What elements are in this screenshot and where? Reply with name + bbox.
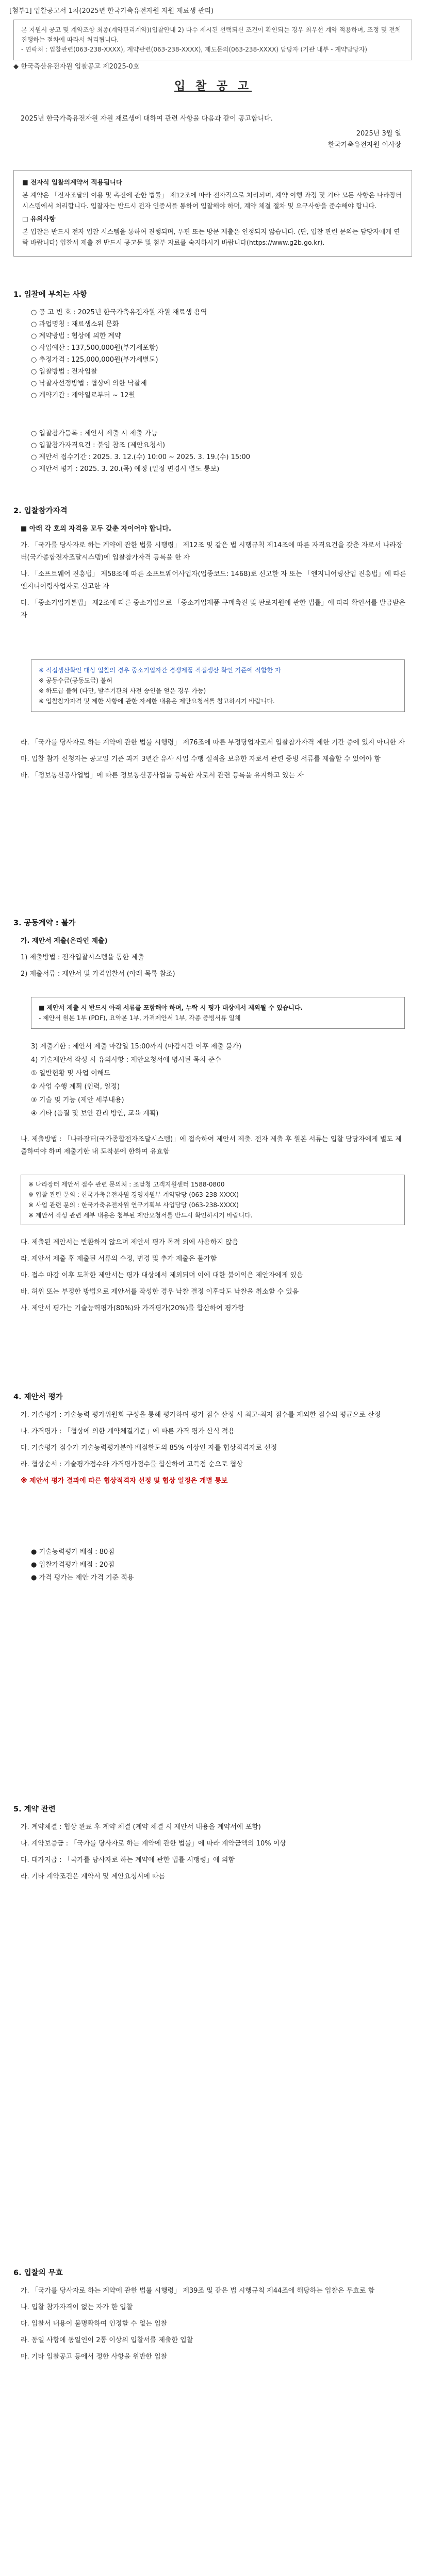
paragraph: 나. 가격평가 : 「협상에 의한 계약체결기준」에 따른 가격 평가 산식 적용 bbox=[21, 1428, 235, 1435]
bullet-item: ● 가격 평가는 제안 가격 기준 적용 bbox=[31, 1574, 134, 1582]
paragraph: 바. 「정보통신공사업법」에 따른 정보통신공사업을 등록한 자로서 관련 등록을 유지하고 있는 자 bbox=[21, 772, 304, 779]
qualification-box bbox=[31, 659, 405, 712]
info-row: ○ 입찰방법 : 전자입찰 bbox=[31, 368, 97, 376]
section-6-body bbox=[21, 2285, 407, 2367]
paragraph: ■ 아래 각 호의 자격을 모두 갖춘 자이어야 합니다. bbox=[21, 525, 172, 533]
top-note: [첨부1] 입찰공고서 1차(2025년 한국가축유전자원 자원 재료생 관리) bbox=[9, 7, 214, 15]
paragraph: 다. 입찰서 내용이 불명확하여 인정할 수 없는 입찰 bbox=[21, 2320, 168, 2328]
bullet-item: ● 입찰가격평가 배점 : 20점 bbox=[31, 1561, 114, 1569]
paragraph: 마. 입찰 참가 신청자는 공고일 기준 과거 3년간 유사 사업 수행 실적을 보유한 자로서 관련 증빙 서류를 제출할 수 있어야 함 bbox=[21, 755, 381, 763]
paragraph: 가. 기술평가 : 기술능력 평가위원회 구성을 통해 평가하며 평가 점수 산정 시 최고·최저 점수를 제외한 점수의 평균으로 산정 bbox=[21, 1411, 381, 1419]
contact-line: ※ 나라장터 제안서 접수 관련 문의처 : 조달청 고객지원센터 1588-0800 bbox=[28, 1181, 225, 1188]
list-item: ④ 기타 (품질 및 보안 관리 방안, 교육 계획) bbox=[31, 1110, 159, 1117]
schedule-row: ○ 제안서 평가 : 2025. 3. 20.(목) 예정 (일정 변경시 별도 통보) bbox=[31, 465, 220, 473]
notice-subheading: □ 유의사항 bbox=[22, 215, 56, 223]
paragraph: 가. 계약체결 : 협상 완료 후 계약 체결 (계약 체결 시 제안서 내용을 계약서에 포함) bbox=[21, 1823, 261, 1831]
list-item: ③ 기술 및 기능 (제안 세부내용) bbox=[31, 1096, 124, 1104]
box-line: ※ 직접생산확인 대상 입찰의 경우 중소기업자간 경쟁제품 직접생산 확인 기준에 적합한 자 bbox=[39, 667, 281, 674]
paragraph: 가. 제안서 제출(온라인 제출) bbox=[21, 937, 108, 945]
submission-box bbox=[31, 997, 405, 1029]
notice-text: 본 입찰은 반드시 전자 입찰 시스템을 통하여 진행되며, 우편 또는 방문 제출은 인정되지 않습니다. (단, 입찰 관련 문의는 담당자에게 연락 바랍니다) 입찰서 제출 전 반드시 공고문 및 첨부 자료를 숙지하시기 바랍니다(https://www.g2b.go.kr). bbox=[22, 228, 400, 246]
section-4-body bbox=[21, 1409, 407, 1492]
intro-text: 2025년 한국가축유전자원 자원 재료생에 대하여 관련 사항을 다음과 같이 공고합니다. bbox=[21, 115, 273, 123]
paragraph: 가. 「국가를 당사자로 하는 계약에 관한 법률 시행령」 제39조 및 같은 법 시행규칙 제44조에 해당하는 입찰은 무효로 함 bbox=[21, 2287, 375, 2295]
info-row: ○ 과업명칭 : 재료생소위 문화 bbox=[31, 320, 119, 328]
box-line: ※ 공동수급(공동도급) 불허 bbox=[39, 677, 112, 684]
section-6-title: 6. 입찰의 무효 bbox=[13, 2269, 63, 2277]
issuer: 한국가축유전자원 이사장 bbox=[327, 141, 401, 149]
paragraph: 다. 「중소기업기본법」 제2조에 따른 중소기업으로 「중소기업제품 구매촉진 및 판로지원에 관한 법률」에 따라 확인서를 발급받은 자 bbox=[21, 599, 406, 619]
section-2-title: 2. 입찰참가자격 bbox=[13, 507, 68, 515]
section-4-bullets bbox=[31, 1546, 407, 1584]
schedule-row: ○ 입찰참가등록 : 제안서 제출 시 제출 가능 bbox=[31, 430, 158, 437]
page-title: 입 찰 공 고 bbox=[174, 79, 252, 93]
paragraph: 바. 허위 또는 부정한 방법으로 제안서를 작성한 경우 낙찰 결정 이후라도 낙찰을 취소할 수 있음 bbox=[21, 1288, 299, 1296]
section-2-tail bbox=[21, 737, 407, 786]
box-line: ■ 제안서 제출 시 반드시 아래 서류를 포함해야 하며, 누락 시 평가 대상에서 제외될 수 있습니다. bbox=[39, 1004, 303, 1011]
paragraph: 나. 계약보증금 : 「국가를 당사자로 하는 계약에 관한 법률」에 따라 계약금액의 10% 이상 bbox=[21, 1840, 286, 1848]
paragraph: 라. 협상순서 : 기술평가점수와 가격평가점수를 합산하여 고득점 순으로 협상 bbox=[21, 1461, 243, 1468]
top-notice-line: 본 지원서 공고 및 계약조항 최종(계약관리계약)(입찰안내 2) 다수 제시된 선택되신 조건이 확인되는 경우 최우선 계약 적용하며, 조정 및 전체 진행하는 절차에 따라서 처리됩니다. bbox=[21, 26, 401, 43]
paragraph: 나. 제출방법 : 「나라장터(국가종합전자조달시스템)」에 접속하여 제안서 제출. 전자 제출 후 원본 서류는 입찰 담당자에게 별도 제출하여야 하며 제출기한 내 도착분에 한하여 유효함 bbox=[21, 1136, 402, 1156]
notice-box bbox=[13, 170, 412, 257]
paragraph: 1) 제출방법 : 전자입찰시스템을 통한 제출 bbox=[21, 954, 144, 961]
section-3-para bbox=[21, 1133, 407, 1162]
top-notice-box bbox=[13, 20, 412, 60]
section-5-title: 5. 계약 관련 bbox=[13, 1805, 56, 1814]
info-row: ○ 공 고 번 호 : 2025년 한국가축유전자원 자원 재료생 용역 bbox=[31, 309, 207, 316]
section-3-tail bbox=[21, 1236, 407, 1319]
list-item: ② 사업 수행 계획 (인력, 일정) bbox=[31, 1083, 120, 1091]
paragraph: 라. 기타 계약조건은 계약서 및 제안요청서에 따름 bbox=[21, 1873, 166, 1880]
paragraph: 마. 기타 입찰공고 등에서 정한 사항을 위반한 입찰 bbox=[21, 2353, 168, 2361]
paragraph: 나. 「소프트웨어 진흥법」 제58조에 따른 소프트웨어사업자(업종코드: 1468)로 신고한 자 또는 「엔지니어링산업 진흥법」에 따른 엔지니어링사업자로 신고한 자 bbox=[21, 570, 406, 590]
list-item: ① 일반현황 및 사업 이해도 bbox=[31, 1070, 110, 1077]
paragraph: 가. 「국가를 당사자로 하는 계약에 관한 법률 시행령」 제12조 및 같은 법 시행규칙 제14조에 따른 자격요건을 갖춘 자로서 나라장터(국가종합전자조달시스템)에 입찰참가자격 등록을 한 자 bbox=[21, 541, 403, 562]
paragraph: 2) 제출서류 : 제안서 및 가격입찰서 (아래 목록 참조) bbox=[21, 970, 175, 978]
contact-line: ※ 제안서 작성 관련 세부 내용은 첨부된 제안요청서를 반드시 확인하시기 바랍니다. bbox=[28, 1212, 253, 1219]
section-3-list bbox=[31, 1041, 407, 1121]
box-line: ※ 하도급 불허 (다만, 발주기관의 사전 승인을 얻은 경우 가능) bbox=[39, 687, 206, 694]
section-3-title: 3. 공동계약 : 불가 bbox=[13, 919, 76, 927]
section-1-title: 1. 입찰에 부치는 사항 bbox=[13, 291, 87, 299]
info-row: ○ 계약기간 : 계약일로부터 ~ 12월 bbox=[31, 392, 135, 399]
paragraph: 라. 제안서 제출 후 제출된 서류의 수정, 변경 및 추가 제출은 불가함 bbox=[21, 1255, 217, 1263]
list-item: 4) 기술제안서 작성 시 유의사항 : 제안요청서에 명시된 목차 준수 bbox=[31, 1056, 221, 1064]
notice-text: 본 계약은 「전자조달의 이용 및 촉진에 관한 법률」 제12조에 따라 전자적으로 처리되며, 계약 이행 과정 및 기타 모든 사항은 나라장터 시스템에서 처리합니다. 입찰자는 반드시 전자 인증서를 통하여 입찰해야 하며, 계약 체결 절차 및 요구사항을 준수해야 합니다. bbox=[22, 191, 402, 210]
paragraph: 사. 제안서 평가는 기술능력평가(80%)와 가격평가(20%)를 합산하여 평가함 bbox=[21, 1304, 244, 1312]
box-line: - 제안서 원본 1부 (PDF), 요약본 1부, 가격제안서 1부, 각종 증빙서류 일체 bbox=[39, 1014, 241, 1022]
top-notice-line: - 연락처 : 입찰관련(063-238-XXXX), 계약관련(063-238-XXXX), 제도문의(063-238-XXXX) 담당자 (기관 내부 - 계약담당자) bbox=[21, 46, 367, 53]
contact-line: ※ 입찰 관련 문의 : 한국가축유전자원 경영지원부 계약담당 (063-238-XXXX) bbox=[28, 1191, 239, 1198]
contact-line: ※ 사업 관련 문의 : 한국가축유전자원 연구기획부 사업담당 (063-238-XXXX) bbox=[28, 1201, 239, 1209]
announce-date: 2025년 3월 일 bbox=[356, 130, 401, 138]
schedule-row: ○ 제안서 접수기간 : 2025. 3. 12.(수) 10:00 ~ 2025. 3. 19.(수) 15:00 bbox=[31, 453, 251, 461]
section-4-title: 4. 제안서 평가 bbox=[13, 1393, 63, 1401]
section-3-body bbox=[21, 935, 407, 985]
notice-heading: ■ 전자식 입찰의계약서 적용됩니다 bbox=[22, 178, 122, 186]
info-row: ○ 낙찰자선정방법 : 협상에 의한 낙찰제 bbox=[31, 380, 147, 387]
section-1-schedule bbox=[31, 428, 250, 475]
box-line: ※ 입찰참가자격 및 제한 사항에 관한 자세한 내용은 제안요청서를 참고하시기 바랍니다. bbox=[39, 698, 275, 705]
schedule-row: ○ 입찰참가자격요건 : 붙임 참조 (제안요청서) bbox=[31, 442, 166, 449]
list-item: 3) 제출기한 : 제안서 제출 마감일 15:00까지 (마감시간 이후 제출 불가) bbox=[31, 1043, 242, 1050]
paragraph: 다. 제출된 제안서는 반환하지 않으며 제안서 평가 목적 외에 사용하지 않음 bbox=[21, 1239, 239, 1246]
paragraph: 라. 「국가를 당사자로 하는 계약에 관한 법률 시행령」 제76조에 따른 부정당업자로서 입찰참가자격 제한 기간 중에 있지 아니한 자 bbox=[21, 739, 405, 747]
paragraph: 마. 접수 마감 이후 도착한 제안서는 평가 대상에서 제외되며 이에 대한 불이익은 제안자에게 있음 bbox=[21, 1272, 303, 1279]
paragraph: 라. 동일 사항에 동일인이 2통 이상의 입찰서를 제출한 입찰 bbox=[21, 2336, 193, 2344]
section-1-rows bbox=[31, 307, 207, 401]
paragraph: 나. 입찰 참가자격이 없는 자가 한 입찰 bbox=[21, 2303, 133, 2311]
section-5-body bbox=[21, 1821, 407, 1887]
paragraph: 다. 기술평가 점수가 기술능력평가분야 배점한도의 85% 이상인 자를 협상적격자로 선정 bbox=[21, 1444, 277, 1452]
section-2-body bbox=[21, 523, 407, 626]
bullet-item: ● 기술능력평가 배점 : 80점 bbox=[31, 1548, 114, 1556]
contact-box bbox=[21, 1175, 405, 1225]
info-row: ○ 계약방법 : 협상에 의한 계약 bbox=[31, 332, 121, 340]
notice-number: ◆ 한국축산유전자원 입찰공고 제2025-0호 bbox=[13, 63, 140, 71]
info-row: ○ 사업예산 : 137,500,000원(부가세포함) bbox=[31, 344, 158, 352]
paragraph: 다. 대가지급 : 「국가를 당사자로 하는 계약에 관한 법률 시행령」에 의함 bbox=[21, 1856, 235, 1864]
info-row: ○ 추정가격 : 125,000,000원(부가세별도) bbox=[31, 356, 158, 364]
highlight-note: ※ 제안서 평가 결과에 따른 협상적격자 선정 및 협상 일정은 개별 통보 bbox=[21, 1477, 228, 1485]
